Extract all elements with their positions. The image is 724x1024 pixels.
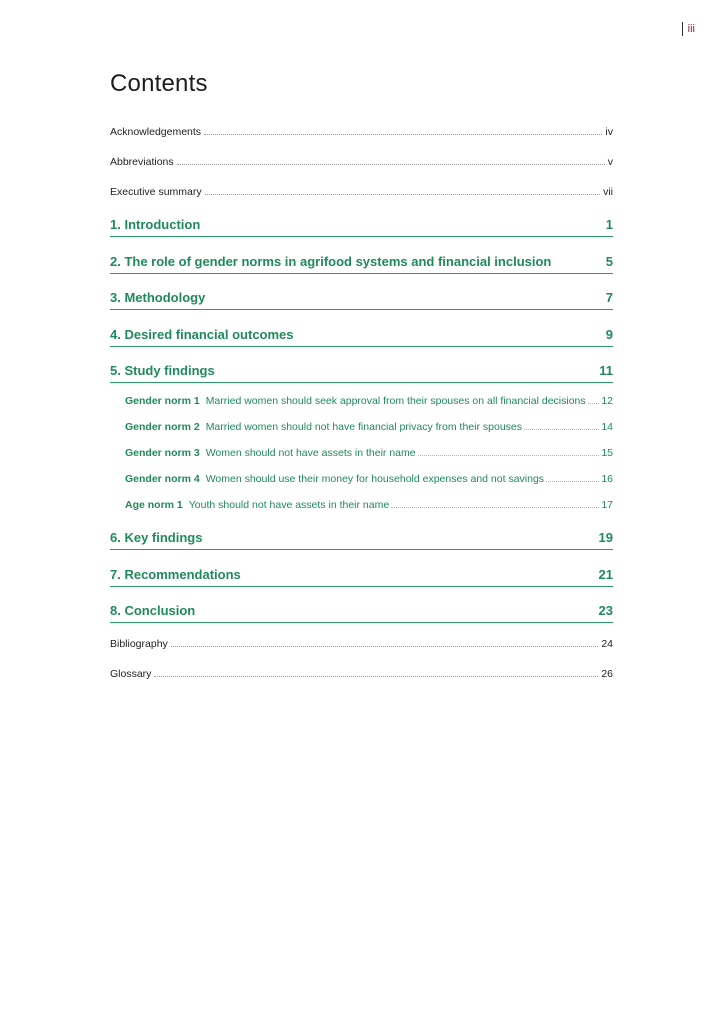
toc-subentry-gender-norm-2[interactable] (125, 421, 613, 433)
toc-subentry-page: 12 (601, 395, 613, 407)
toc-entry-label: Abbreviations (110, 156, 174, 168)
toc-chapter-study-findings[interactable] (110, 363, 613, 383)
toc-chapter-introduction[interactable] (110, 217, 613, 237)
toc-entry-glossary[interactable] (110, 668, 613, 680)
toc-chapter-page: 5 (605, 254, 613, 269)
toc-subentry-label: Gender norm 4 (125, 473, 200, 485)
toc-chapter-methodology[interactable] (110, 290, 613, 310)
toc-entry-page: v (607, 156, 613, 168)
dot-leader (154, 676, 598, 677)
toc-entry-label: Bibliography (110, 638, 168, 650)
toc-entry-bibliography[interactable] (110, 638, 613, 650)
dot-leader (204, 134, 602, 135)
toc-subentry-gender-norm-1[interactable] (125, 395, 613, 407)
toc-chapter-label: 3. Methodology (110, 290, 206, 305)
toc-chapter-label: 5. Study findings (110, 363, 215, 378)
toc-entry-page: vii (603, 186, 613, 198)
dot-leader (546, 481, 599, 482)
toc-chapter-label: 7. Recommendations (110, 567, 241, 582)
toc-subentry-page: 16 (601, 473, 613, 485)
toc-entry-page: iv (605, 126, 613, 138)
toc-subentry-gender-norm-4[interactable] (125, 473, 613, 485)
toc-entry-page: 26 (601, 668, 613, 680)
toc-entry-page: 24 (601, 638, 613, 650)
toc-chapter-label: 8. Conclusion (110, 603, 196, 618)
toc-chapter-recommendations[interactable] (110, 567, 613, 587)
toc-chapter-label: 1. Introduction (110, 217, 201, 232)
toc-entry-label: Executive summary (110, 186, 202, 198)
toc-chapter-page: 1 (605, 217, 613, 232)
toc-subentry-gender-norm-3[interactable] (125, 447, 613, 459)
toc-chapter-page: 11 (599, 363, 613, 378)
toc-chapter-page: 23 (598, 603, 613, 618)
dot-leader (391, 507, 599, 508)
toc-subentry-text: Women should use their money for household expenses and not savings (205, 473, 545, 485)
toc-subentry-age-norm-1[interactable] (125, 499, 613, 511)
toc-entry-executive-summary[interactable] (110, 186, 613, 198)
toc-chapter-label: 4. Desired financial outcomes (110, 327, 294, 342)
toc-subentry-text: Married women should not have financial privacy from their spouses (205, 421, 523, 433)
toc-chapter-conclusion[interactable] (110, 603, 613, 623)
toc-chapter-label: 6. Key findings (110, 530, 203, 545)
toc-entry-acknowledgements[interactable] (110, 126, 613, 138)
toc-subentry-label: Gender norm 2 (125, 421, 200, 433)
toc-subentry-text: Women should not have assets in their name (205, 447, 416, 459)
page-title: Contents (110, 70, 208, 97)
dot-leader (524, 429, 599, 430)
toc-chapter-page: 21 (598, 567, 613, 582)
toc-subentry-label: Gender norm 1 (125, 395, 200, 407)
toc-subentry-page: 14 (601, 421, 613, 433)
toc-subentry-label: Age norm 1 (125, 499, 183, 511)
toc-entry-abbreviations[interactable] (110, 156, 613, 168)
toc-entry-label: Glossary (110, 668, 152, 680)
toc-chapter-desired-financial-outcomes[interactable] (110, 327, 613, 347)
toc-chapter-label: 2. The role of gender norms in agrifood systems and financial inclusion (110, 254, 552, 269)
dot-leader (205, 194, 600, 195)
dot-leader (588, 403, 600, 404)
toc-chapter-key-findings[interactable] (110, 530, 613, 550)
toc-chapter-page: 9 (605, 327, 613, 342)
page-number: iii (682, 22, 695, 36)
dot-leader (171, 646, 599, 647)
dot-leader (418, 455, 600, 456)
toc-subentry-label: Gender norm 3 (125, 447, 200, 459)
toc-subentry-text: Youth should not have assets in their name (188, 499, 390, 511)
toc-subentry-text: Married women should seek approval from their spouses on all financial decisions (205, 395, 586, 407)
toc-chapter-page: 7 (605, 290, 613, 305)
toc-entry-label: Acknowledgements (110, 126, 202, 138)
toc-subentry-page: 17 (601, 499, 613, 511)
dot-leader (177, 164, 605, 165)
toc-chapter-gender-norms[interactable] (110, 254, 613, 274)
toc-subentry-page: 15 (601, 447, 613, 459)
toc-chapter-page: 19 (598, 530, 613, 545)
